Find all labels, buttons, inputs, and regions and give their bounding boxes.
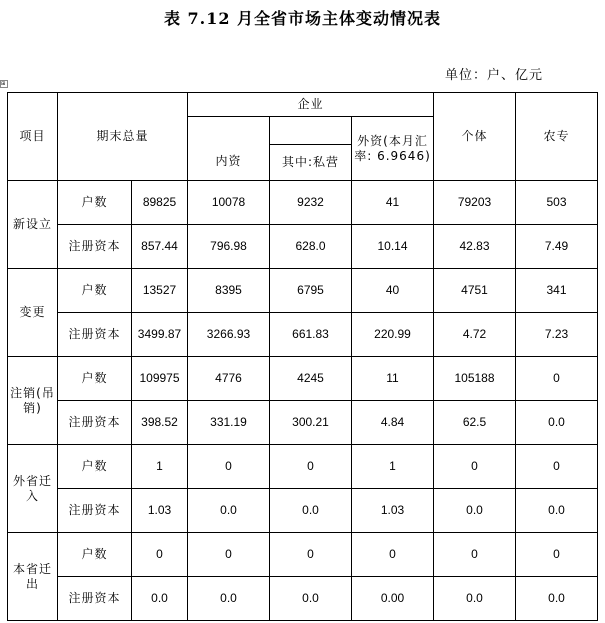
- value-cell: 0.0: [188, 577, 270, 621]
- value-cell: 0.0: [516, 401, 598, 445]
- table-row: [8, 357, 598, 401]
- table-row: [8, 401, 598, 445]
- value-cell: 0: [434, 533, 516, 577]
- value-cell: 857.44: [132, 225, 188, 269]
- value-cell: 40: [352, 269, 434, 313]
- value-cell: 0.0: [434, 577, 516, 621]
- group-label: 本省迁出: [8, 533, 58, 621]
- value-cell: 0: [516, 445, 598, 489]
- header-foreign: 外资(本月汇率: 6.9646): [352, 117, 434, 181]
- metric-label: 注册资本: [58, 577, 132, 621]
- value-cell: 0: [434, 445, 516, 489]
- value-cell: 3266.93: [188, 313, 270, 357]
- value-cell: 1.03: [352, 489, 434, 533]
- value-cell: 9232: [270, 181, 352, 225]
- header-item: 项目: [8, 93, 58, 181]
- value-cell: 7.49: [516, 225, 598, 269]
- header-total: 期末总量: [58, 93, 188, 181]
- table-row: [8, 445, 598, 489]
- table-body: [8, 181, 598, 621]
- value-cell: 331.19: [188, 401, 270, 445]
- value-cell: 0.0: [434, 489, 516, 533]
- value-cell: 0: [352, 533, 434, 577]
- value-cell: 0.0: [270, 577, 352, 621]
- value-cell: 89825: [132, 181, 188, 225]
- value-cell: 0: [188, 445, 270, 489]
- group-label: 变更: [8, 269, 58, 357]
- value-cell: 628.0: [270, 225, 352, 269]
- value-cell: 4751: [434, 269, 516, 313]
- value-cell: 4.72: [434, 313, 516, 357]
- metric-label: 户数: [58, 357, 132, 401]
- group-label: 外省迁入: [8, 445, 58, 533]
- table-move-handle-icon[interactable]: ⊞: [0, 80, 8, 88]
- table-row: [8, 577, 598, 621]
- value-cell: 0: [516, 533, 598, 577]
- table-row: [8, 489, 598, 533]
- table-row: [8, 225, 598, 269]
- table-row: [8, 533, 598, 577]
- value-cell: 4776: [188, 357, 270, 401]
- value-cell: 220.99: [352, 313, 434, 357]
- value-cell: 10.14: [352, 225, 434, 269]
- value-cell: 4.84: [352, 401, 434, 445]
- value-cell: 796.98: [188, 225, 270, 269]
- value-cell: 0: [132, 533, 188, 577]
- metric-label: 注册资本: [58, 401, 132, 445]
- value-cell: 11: [352, 357, 434, 401]
- value-cell: 300.21: [270, 401, 352, 445]
- value-cell: 41: [352, 181, 434, 225]
- value-cell: 0.00: [352, 577, 434, 621]
- table-row: [8, 269, 598, 313]
- value-cell: 1: [352, 445, 434, 489]
- market-entity-table: [7, 92, 598, 621]
- value-cell: 79203: [434, 181, 516, 225]
- value-cell: 1: [132, 445, 188, 489]
- value-cell: 3499.87: [132, 313, 188, 357]
- header-private-top: [270, 117, 352, 145]
- value-cell: 8395: [188, 269, 270, 313]
- value-cell: 0.0: [132, 577, 188, 621]
- value-cell: 1.03: [132, 489, 188, 533]
- value-cell: 62.5: [434, 401, 516, 445]
- value-cell: 10078: [188, 181, 270, 225]
- group-label: 注销(吊销): [8, 357, 58, 445]
- group-label: 新设立: [8, 181, 58, 269]
- metric-label: 户数: [58, 445, 132, 489]
- header-individual: 个体: [434, 93, 516, 181]
- unit-label: 单位：户、亿元: [445, 68, 544, 83]
- value-cell: 4245: [270, 357, 352, 401]
- metric-label: 户数: [58, 269, 132, 313]
- header-domestic-text: 内资: [215, 154, 242, 168]
- metric-label: 注册资本: [58, 489, 132, 533]
- table-title: 表 7.12 月全省市场主体变动情况表: [163, 9, 442, 28]
- metric-label: 户数: [58, 181, 132, 225]
- value-cell: 341: [516, 269, 598, 313]
- header-domestic: [188, 117, 270, 181]
- value-cell: 0: [270, 445, 352, 489]
- value-cell: 0.0: [516, 489, 598, 533]
- header-enterprise: 企业: [188, 93, 434, 117]
- value-cell: 0.0: [270, 489, 352, 533]
- value-cell: 661.83: [270, 313, 352, 357]
- header-private: 其中:私营: [270, 145, 352, 181]
- table-row: [8, 181, 598, 225]
- value-cell: 105188: [434, 357, 516, 401]
- value-cell: 13527: [132, 269, 188, 313]
- value-cell: 0: [270, 533, 352, 577]
- metric-label: 注册资本: [58, 313, 132, 357]
- metric-label: 户数: [58, 533, 132, 577]
- value-cell: 6795: [270, 269, 352, 313]
- value-cell: 0: [516, 357, 598, 401]
- value-cell: 7.23: [516, 313, 598, 357]
- value-cell: 0: [188, 533, 270, 577]
- value-cell: 42.83: [434, 225, 516, 269]
- metric-label: 注册资本: [58, 225, 132, 269]
- header-farmer: 农专: [516, 93, 598, 181]
- value-cell: 109975: [132, 357, 188, 401]
- value-cell: 503: [516, 181, 598, 225]
- value-cell: 398.52: [132, 401, 188, 445]
- value-cell: 0.0: [188, 489, 270, 533]
- table-row: [8, 313, 598, 357]
- value-cell: 0.0: [516, 577, 598, 621]
